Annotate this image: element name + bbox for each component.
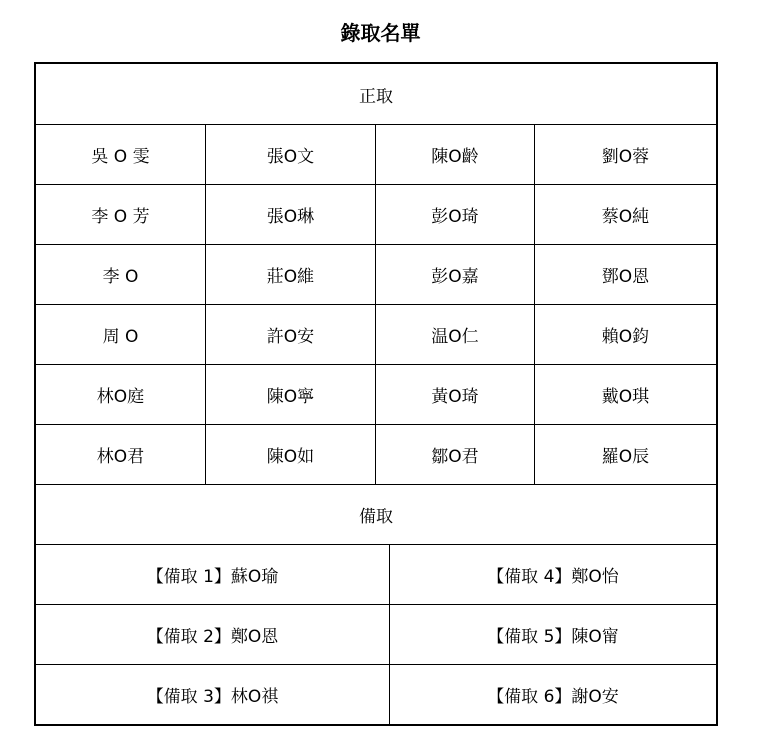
admitted-name-cell: 周 O	[102, 327, 139, 347]
admitted-name-cell: 吳 O 雯	[91, 147, 150, 167]
waitlist-name-cell: 【備取 3】林O祺	[146, 687, 279, 707]
waitlist-name-cell: 【備取 1】蘇O瑜	[146, 567, 279, 587]
admitted-name-cell: 林O君	[96, 447, 145, 467]
table-row	[36, 544, 716, 604]
admitted-name-cell: 鄧O恩	[534, 245, 716, 304]
table-row	[36, 124, 716, 184]
table-row	[36, 664, 716, 724]
page-title: 錄取名單	[340, 21, 421, 45]
admitted-name-cell: 莊O維	[205, 245, 375, 304]
waitlist-header-row	[36, 484, 716, 544]
admitted-name-cell: 彭O嘉	[375, 245, 534, 304]
admitted-name-cell: 張O琳	[205, 185, 375, 244]
admitted-name-cell: 李 O 芳	[91, 207, 150, 227]
admitted-name-cell: 李 O	[102, 267, 139, 287]
admitted-name-cell: 陳O如	[205, 425, 375, 484]
admitted-name-cell: 許O安	[205, 305, 375, 364]
admitted-name-cell: 羅O辰	[534, 425, 716, 484]
waitlist-name-cell: 【備取 2】鄭O恩	[146, 627, 279, 647]
waitlist-name-cell: 【備取 6】謝O安	[389, 665, 716, 724]
waitlist-section-header: 備取	[359, 507, 393, 527]
admission-roster-table	[34, 62, 718, 726]
admitted-name-cell: 温O仁	[375, 305, 534, 364]
admitted-name-cell: 陳O齡	[375, 125, 534, 184]
table-row	[36, 424, 716, 484]
admitted-name-cell: 蔡O純	[534, 185, 716, 244]
admitted-name-cell: 劉O蓉	[534, 125, 716, 184]
admitted-name-cell: 戴O琪	[534, 365, 716, 424]
admitted-name-cell: 張O文	[205, 125, 375, 184]
admitted-name-cell: 鄒O君	[375, 425, 534, 484]
table-row	[36, 304, 716, 364]
table-row	[36, 364, 716, 424]
admitted-name-cell: 陳O寧	[205, 365, 375, 424]
admitted-name-cell: 黃O琦	[375, 365, 534, 424]
admitted-header-row	[36, 64, 716, 124]
table-row	[36, 604, 716, 664]
admitted-name-cell: 賴O鈞	[534, 305, 716, 364]
waitlist-name-cell: 【備取 4】鄭O怡	[389, 545, 716, 604]
admitted-name-cell: 彭O琦	[375, 185, 534, 244]
admitted-section-header: 正取	[359, 86, 393, 107]
table-row	[36, 184, 716, 244]
waitlist-name-cell: 【備取 5】陳O甯	[389, 605, 716, 664]
table-row	[36, 244, 716, 304]
admitted-name-cell: 林O庭	[96, 387, 145, 407]
